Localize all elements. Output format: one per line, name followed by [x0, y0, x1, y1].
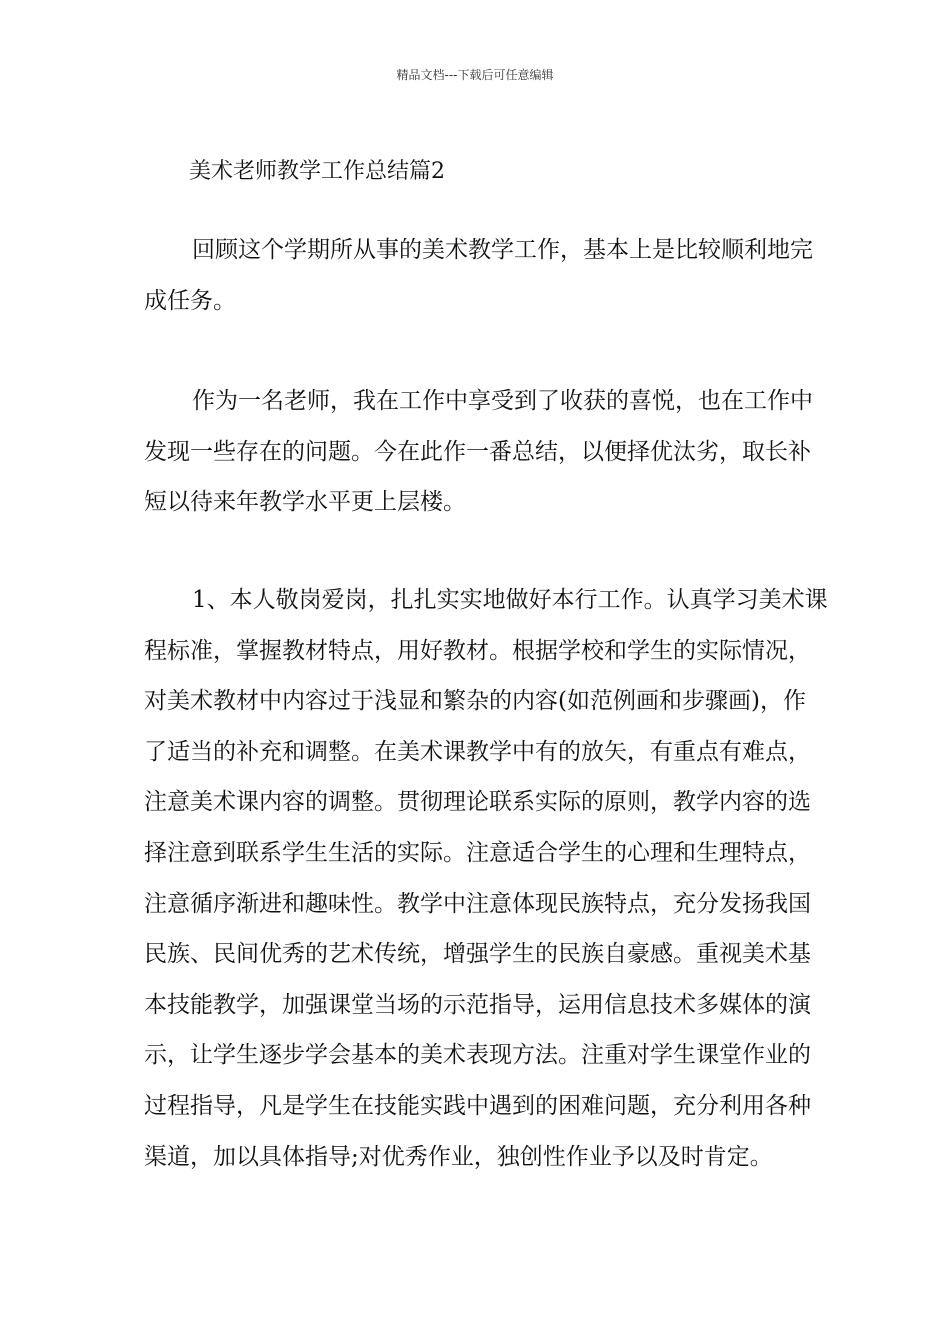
- paragraph-line: 程标准，掌握教材特点，用好教材。根据学校和学生的实际情况，: [144, 637, 811, 664]
- paragraph-line: 作为一名老师，我在工作中享受到了收获的喜悦，也在工作中: [192, 388, 813, 414]
- paragraph-review: [144, 225, 813, 326]
- paragraph-line: 渠道，加以具体指导;对优秀作业，独创性作业予以及时肯定。: [144, 1143, 773, 1170]
- paragraph-line: 民族、民间优秀的艺术传统，增强学生的民族自豪感。重视美术基: [144, 941, 811, 968]
- paragraph-line: 本技能教学，加强课堂当场的示范指导，运用信息技术多媒体的演: [144, 991, 811, 1018]
- paragraph-line: 短以待来年教学水平更上层楼。: [144, 489, 466, 516]
- paragraph-line: 示，让学生逐步学会基本的美术表现方法。注重对学生课堂作业的: [144, 1042, 811, 1069]
- paragraph-line: 回顾这个学期所从事的美术教学工作，基本上是比较顺利地完: [192, 237, 813, 263]
- paragraph-line: 对美术教材中内容过于浅显和繁杂的内容(如范例画和步骤画)，作: [144, 688, 806, 715]
- paragraph-line: 1、本人敬岗爱岗，扎扎实实地做好本行工作。认真学习美术课: [192, 587, 828, 613]
- paragraph-reflection: [144, 376, 813, 528]
- page-header: 精品文档---下载后可任意编辑: [396, 68, 554, 82]
- paragraph-line: 注意循序渐进和趣味性。教学中注意体现民族特点，充分发扬我国: [144, 890, 811, 917]
- paragraph-point-1: [144, 575, 828, 1182]
- paragraph-line: 注意美术课内容的调整。贯彻理论联系实际的原则，教学内容的选: [144, 789, 811, 816]
- paragraph-line: 了适当的补充和调整。在美术课教学中有的放矢，有重点有难点，: [144, 738, 811, 765]
- paragraph-line: 发现一些存在的问题。今在此作一番总结，以便择优汰劣，取长补: [144, 438, 811, 465]
- paragraph-line: 择注意到联系学生生活的实际。注意适合学生的心理和生理特点，: [144, 839, 811, 866]
- paragraph-line: 成任务。: [144, 287, 236, 314]
- paragraph-line: 过程指导，凡是学生在技能实践中遇到的困难问题，充分利用各种: [144, 1092, 811, 1119]
- document-title: 美术老师教学工作总结篇2: [189, 159, 445, 184]
